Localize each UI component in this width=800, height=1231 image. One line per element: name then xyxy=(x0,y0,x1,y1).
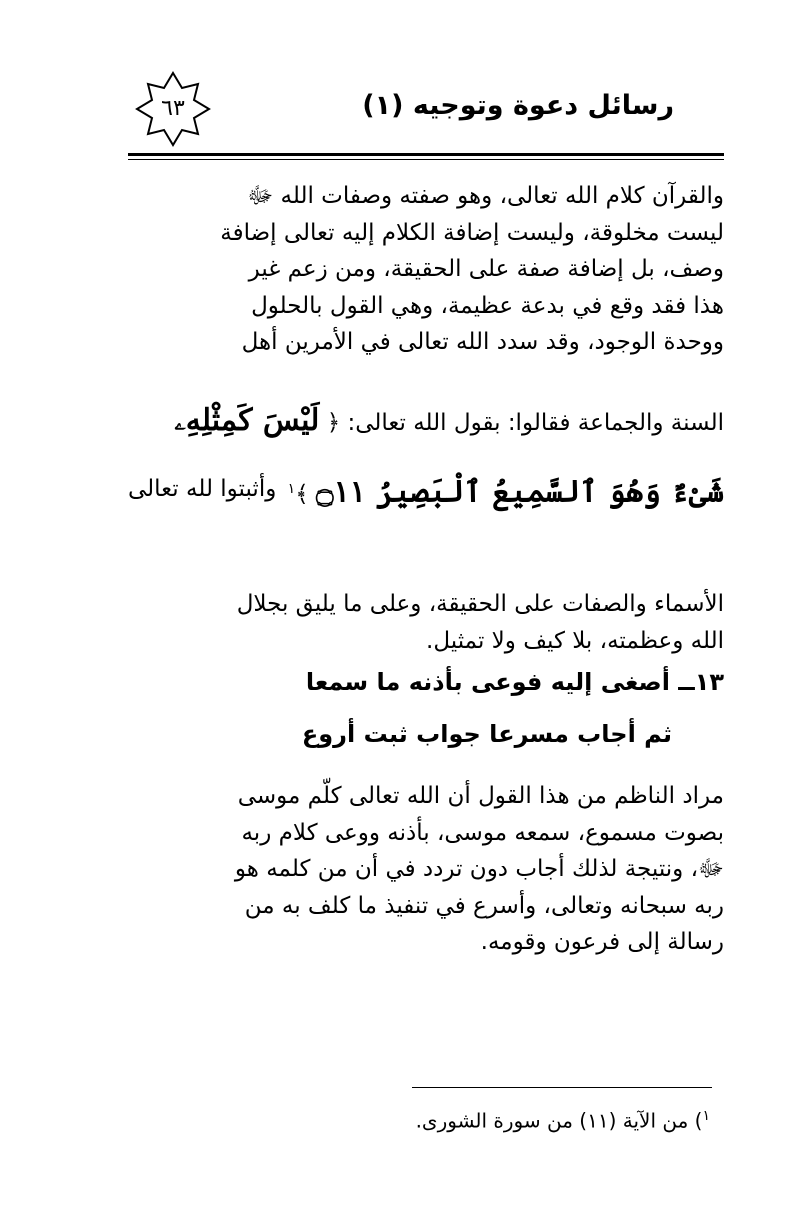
page-number: ٦٣ xyxy=(161,96,185,121)
text-line: وصف، بل إضافة صفة على الحقيقة، ومن زعم غير xyxy=(248,256,724,282)
ayah-intro: السنة والجماعة فقالوا: بقول الله تعالى: ﴿ xyxy=(326,410,724,436)
ayah-close-bracket: ﴾ xyxy=(295,481,309,508)
paragraph-1 xyxy=(128,178,724,361)
text-line: ووحدة الوجود، وقد سدد الله تعالى في الأمرين أهل xyxy=(241,329,724,355)
footnote-text: ) من الآية (١١) من سورة الشورى. xyxy=(415,1108,703,1133)
poem-verse-second-hemistich: ثم أجاب مسرعا جواب ثبت أروع xyxy=(301,720,672,748)
text-line: بصوت مسموع، سمعه موسى، بأذنه ووعى كلام ربه xyxy=(241,819,724,846)
text-line: ليست مخلوقة، وليست إضافة الكلام إليه تعالى إضافة xyxy=(220,219,724,246)
header-rule-thick xyxy=(128,153,724,156)
text-line: مراد الناظم من هذا القول أن الله تعالى كلّم موسى xyxy=(237,783,724,809)
quran-verse-part-2: شَىْءٌ وَهُوَ ٱلسَّمِيعُ ٱلْبَصِيرُ ۝١١ xyxy=(316,474,724,510)
text-line: ﷻ، ونتيجة لذلك أجاب دون تردد في أن من كلمه هو xyxy=(234,856,724,882)
header-rule-thin xyxy=(128,159,724,160)
footnote-separator xyxy=(412,1087,712,1088)
paragraph-3 xyxy=(128,778,724,961)
ayah-line-2 xyxy=(128,466,724,512)
text-line: والقرآن كلام الله تعالى، وهو صفته وصفات الله ﷻ xyxy=(247,183,724,209)
footnote-reference: ١ xyxy=(287,481,296,497)
ayah-line-1 xyxy=(128,398,724,444)
page-header xyxy=(128,70,724,150)
paragraph-2 xyxy=(128,586,724,659)
footnote xyxy=(416,1108,710,1133)
footnote-marker: ١ xyxy=(702,1108,710,1124)
text-line: رسالة إلى فرعون وقومه. xyxy=(480,929,724,955)
quran-verse-part-1: لَيْسَ كَمِثْلِهِۦ xyxy=(174,403,320,438)
text-line: هذا فقد وقع في بدعة عظيمة، وهي القول بالحلول xyxy=(251,292,724,319)
running-title: رسائل دعوة وتوجيه (١) xyxy=(362,90,674,121)
text-line: الله وعظمته، بلا كيف ولا تمثيل. xyxy=(426,627,724,654)
text-line: الأسماء والصفات على الحقيقة، وعلى ما يليق بجلال xyxy=(236,591,724,617)
ayah-continuation: وأثبتوا لله تعالى xyxy=(128,476,277,502)
page-number-badge xyxy=(134,70,212,148)
text-line: ربه سبحانه وتعالى، وأسرع في تنفيذ ما كلف به من xyxy=(244,892,724,919)
poem-verse-first-hemistich: ١٣ــ أصغى إليه فوعى بأذنه ما سمعا xyxy=(305,668,724,696)
